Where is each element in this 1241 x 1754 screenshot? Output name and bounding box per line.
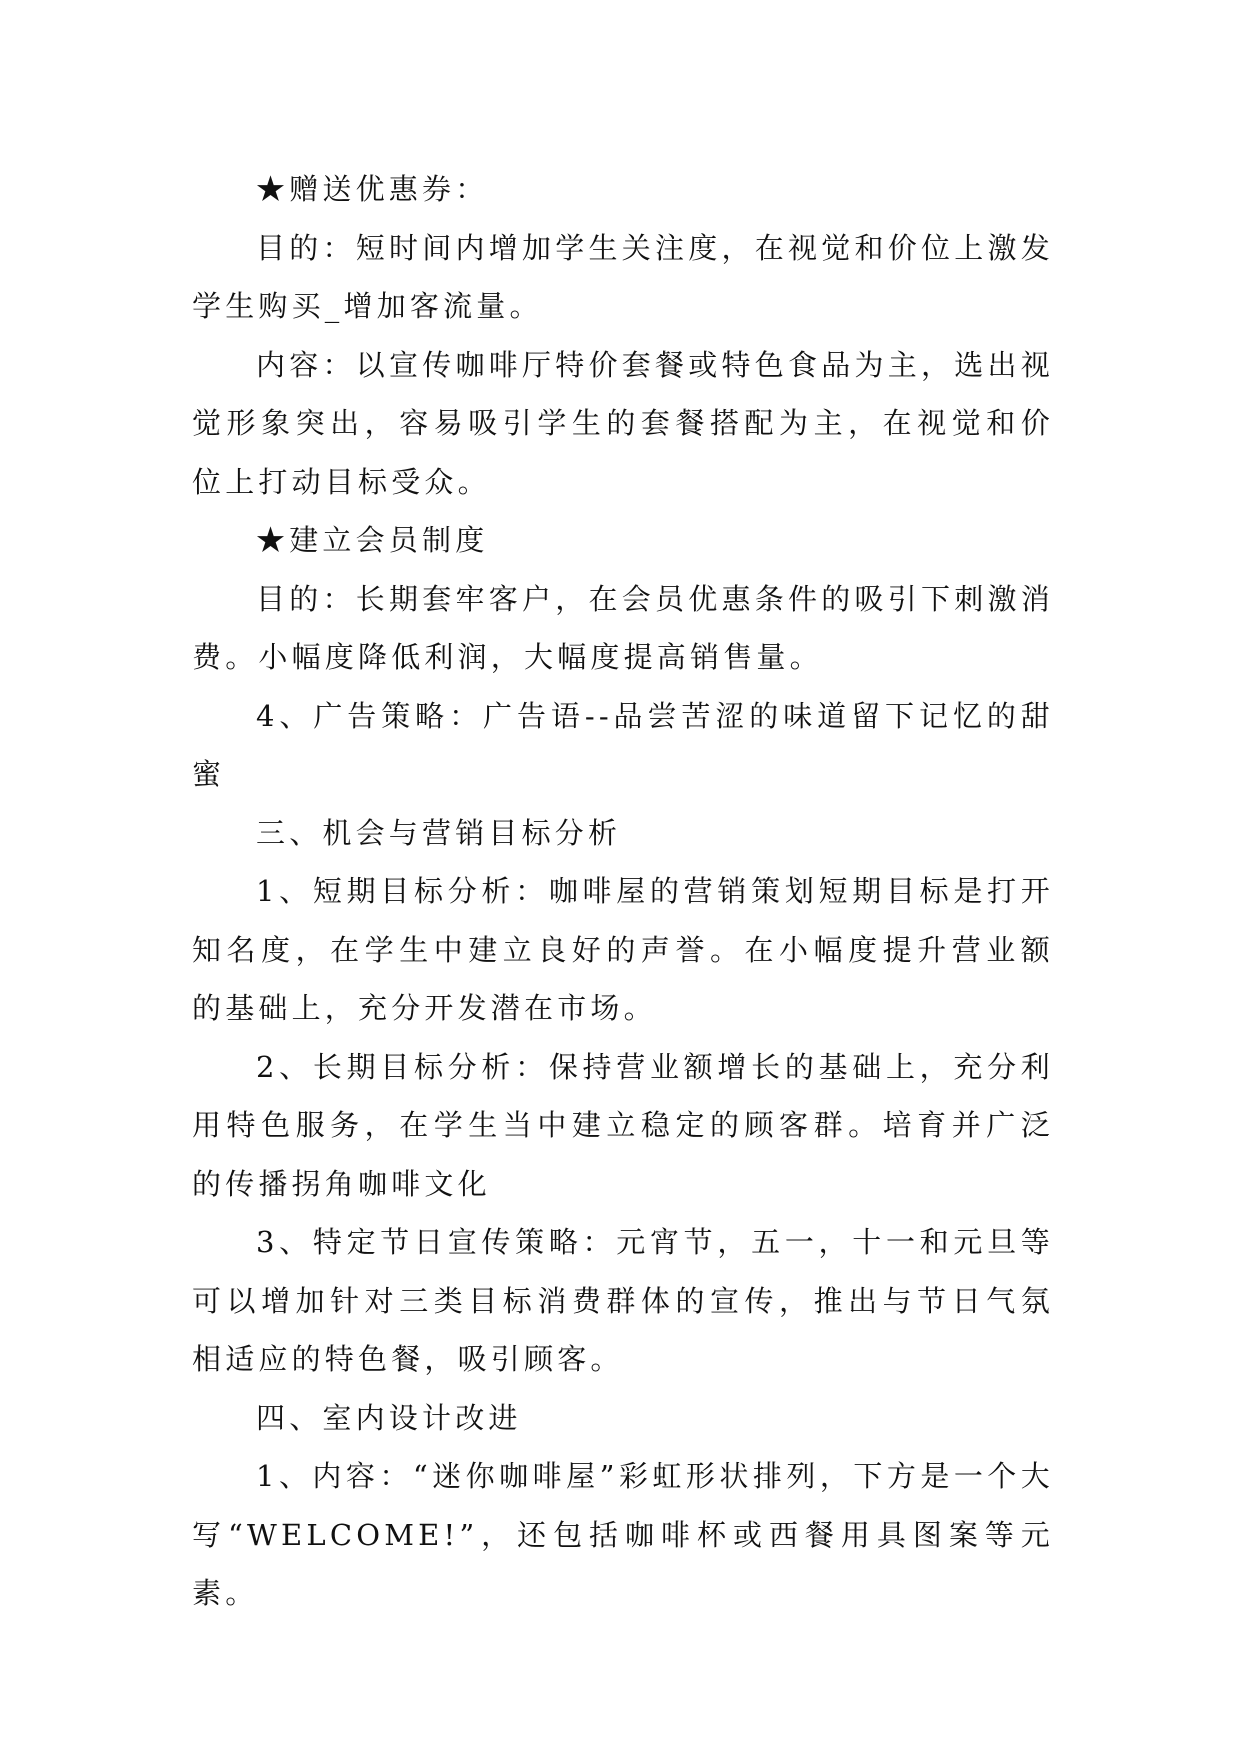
paragraph-ad-strategy: 4、广告策略：广告语--品尝苦涩的味道留下记忆的甜蜜: [192, 698, 1054, 791]
paragraph-membership-heading: ★建立会员制度: [256, 523, 489, 557]
paragraph-holiday-strategy: 3、特定节日宣传策略：元宵节，五一，十一和元旦等可以增加针对三类目标消费群体的宣传，推出与节日气氛相适应的特色餐，吸引顾客。: [192, 1225, 1054, 1376]
paragraph-short-term-goal: 1、短期目标分析：咖啡屋的营销策划短期目标是打开知名度，在学生中建立良好的声誉。在小幅度提升营业额的基础上，充分开发潜在市场。: [192, 874, 1054, 1025]
document-body: [192, 160, 1054, 1623]
paragraph-coupon-purpose: 目的：短时间内增加学生关注度，在视觉和价位上激发学生购买_增加客流量。: [192, 230, 1054, 323]
paragraph-interior-content: 1、内容：“迷你咖啡屋”彩虹形状排列，下方是一个大写“WELCOME!”，还包括咖啡杯或西餐用具图案等元素。: [192, 1459, 1054, 1610]
paragraph-long-term-goal: 2、长期目标分析：保持营业额增长的基础上，充分利用特色服务，在学生当中建立稳定的顾客群。培育并广泛的传播拐角咖啡文化: [192, 1049, 1054, 1201]
paragraph-coupon-heading: ★赠送优惠券：: [256, 172, 489, 206]
paragraph-coupon-content: 内容：以宣传咖啡厅特价套餐或特色食品为主，选出视觉形象突出，容易吸引学生的套餐搭配为主，在视觉和价位上打动目标受众。: [192, 347, 1054, 499]
section-heading-opportunity: 三、机会与营销目标分析: [256, 815, 622, 850]
section-heading-interior: 四、室内设计改进: [256, 1400, 522, 1435]
paragraph-membership-purpose: 目的：长期套牢客户，在会员优惠条件的吸引下刺激消费。小幅度降低利润，大幅度提高销售量。: [192, 581, 1054, 674]
